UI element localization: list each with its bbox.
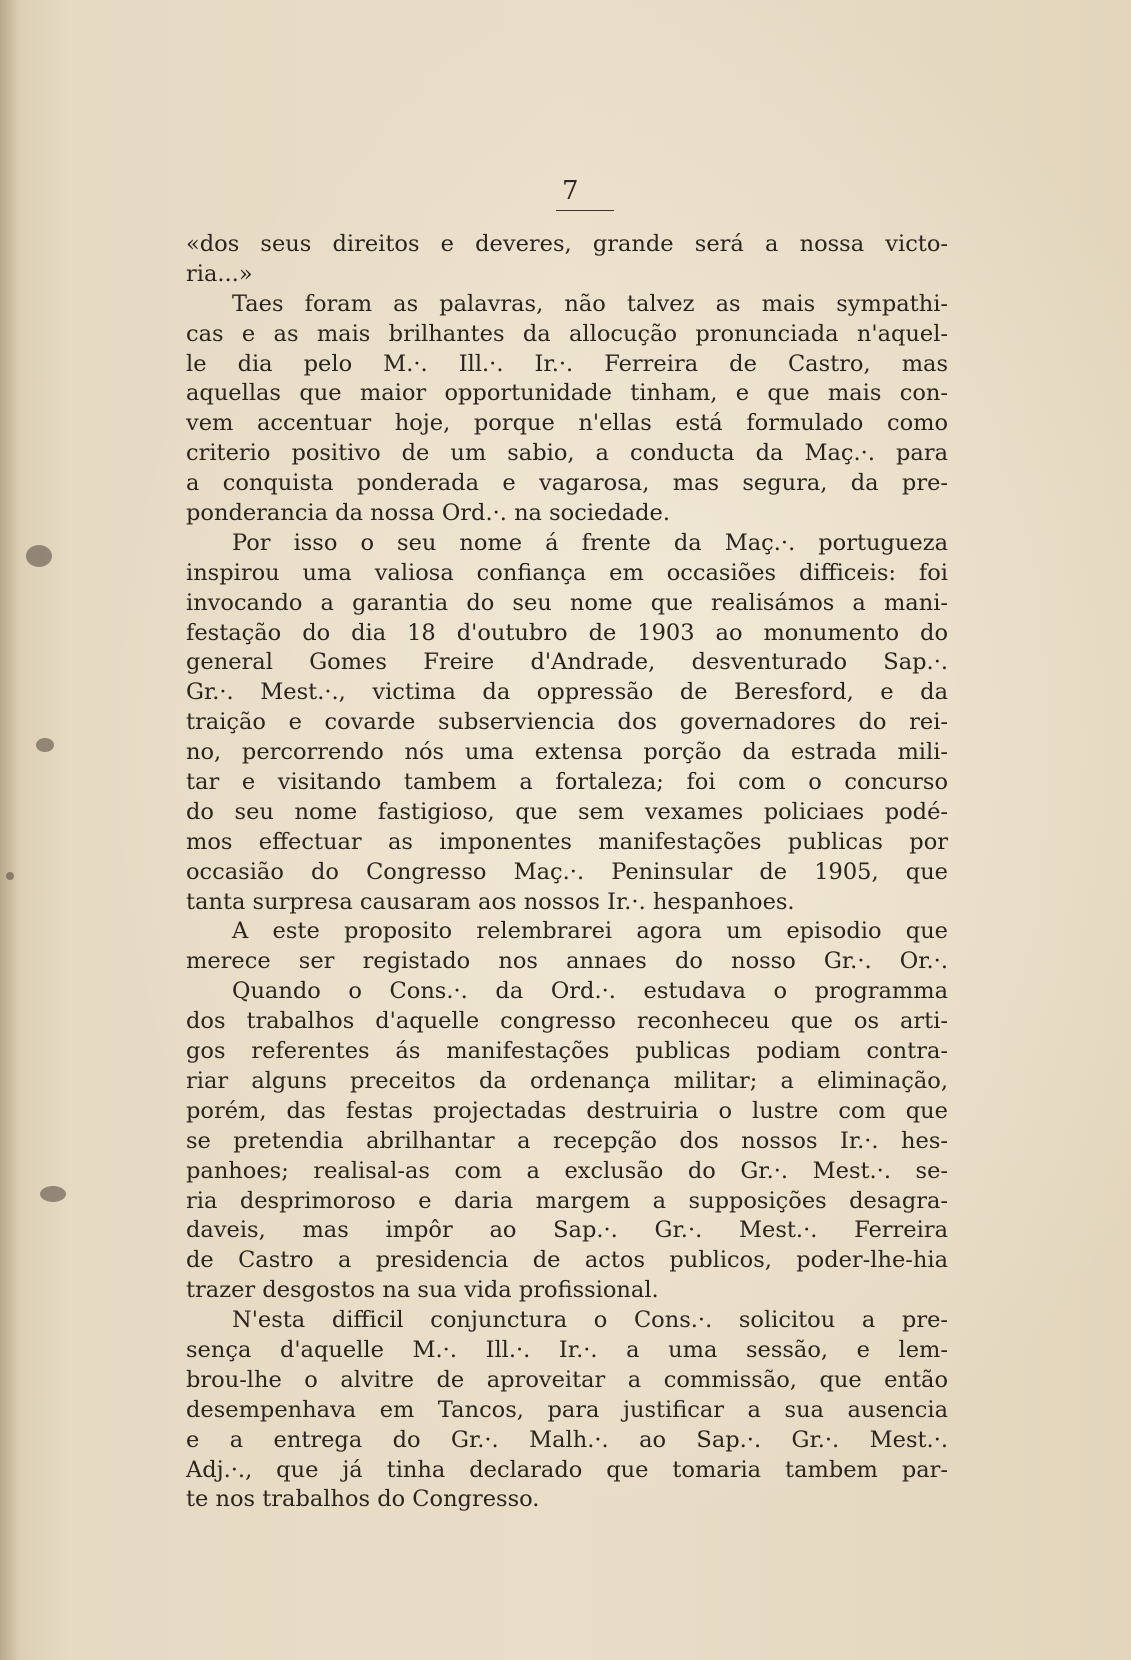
text-line: occasião do Congresso Maç.·. Peninsular de 1905, que xyxy=(186,858,948,885)
text-line: le dia pelo M.·. Ill.·. Ir.·. Ferreira de Castro, mas xyxy=(186,350,948,377)
text-line: se pretendia abrilhantar a recepção dos nossos Ir.·. hes- xyxy=(186,1127,948,1154)
ink-stain xyxy=(6,872,14,880)
text-line: riar alguns preceitos da ordenança militar; a eliminação, xyxy=(186,1067,948,1094)
text-line: aquellas que maior opportunidade tinham, e que mais con- xyxy=(186,380,948,407)
text-line: Quando o Cons.·. da Ord.·. estudava o programma xyxy=(232,978,948,1005)
text-line: tanta surpresa causaram aos nossos Ir.·. hespanhoes. xyxy=(186,888,795,915)
page-number: 7 xyxy=(562,176,580,206)
text-line: general Gomes Freire d'Andrade, desventurado Sap.·. xyxy=(186,649,948,676)
text-line: Taes foram as palavras, não talvez as mais sympathi- xyxy=(232,290,948,317)
text-line: te nos trabalhos do Congresso. xyxy=(186,1486,540,1513)
text-line: «dos seus direitos e deveres, grande será a nossa victo- xyxy=(186,231,948,257)
text-line: Gr.·. Mest.·., victima da oppressão de Beresford, e da xyxy=(186,679,948,706)
text-line: ria desprimoroso e daria margem a supposições desagra- xyxy=(186,1187,948,1214)
text-line: de Castro a presidencia de actos publicos, poder-lhe-hia xyxy=(186,1247,948,1274)
ink-stain xyxy=(40,1186,66,1202)
text-line: sença d'aquelle M.·. Ill.·. Ir.·. a uma sessão, e lem- xyxy=(186,1336,948,1363)
page-number-rule xyxy=(556,210,614,211)
text-line: Adj.·., que já tinha declarado que tomaria tambem par- xyxy=(186,1456,948,1483)
text-line: a conquista ponderada e vagarosa, mas segura, da pre- xyxy=(186,470,948,497)
text-line: desempenhava em Tancos, para justificar a sua ausencia xyxy=(186,1396,948,1423)
text-line: trazer desgostos na sua vida profissional. xyxy=(186,1277,659,1304)
text-line: panhoes; realisal-as com a exclusão do Gr.·. Mest.·. se- xyxy=(186,1157,948,1184)
text-line: mos effectuar as imponentes manifestações publicas por xyxy=(186,828,948,855)
text-line: dos trabalhos d'aquelle congresso reconheceu que os arti- xyxy=(186,1008,948,1035)
text-line: ria...» xyxy=(186,260,253,287)
text-line: invocando a garantia do seu nome que realisámos a mani- xyxy=(186,589,948,616)
ink-stain xyxy=(36,738,54,752)
text-line: daveis, mas impôr ao Sap.·. Gr.·. Mest.·. Ferreira xyxy=(186,1217,948,1244)
text-line: merece ser registado nos annaes do nosso Gr.·. Or.·. xyxy=(186,948,948,975)
text-line: brou-lhe o alvitre de aproveitar a commissão, que então xyxy=(186,1366,948,1393)
text-line: inspirou uma valiosa confiança em occasiões difficeis: foi xyxy=(186,559,948,586)
text-line: traição e covarde subserviencia dos governadores do rei- xyxy=(186,709,948,736)
text-line: N'esta difficil conjunctura o Cons.·. solicitou a pre- xyxy=(232,1307,948,1334)
text-line: cas e as mais brilhantes da allocução pronunciada n'aquel- xyxy=(186,320,948,347)
text-line: ponderancia da nossa Ord.·. na sociedade. xyxy=(186,500,671,527)
text-line: A este proposito relembrarei agora um episodio que xyxy=(232,918,948,945)
text-line: no, percorrendo nós uma extensa porção da estrada mili- xyxy=(186,739,948,766)
ink-stain xyxy=(26,545,52,567)
page-binding-edge xyxy=(0,0,18,1660)
text-line: festação do dia 18 d'outubro de 1903 ao monumento do xyxy=(186,619,948,646)
text-line: criterio positivo de um sabio, a conducta da Maç.·. para xyxy=(186,440,948,467)
text-line: gos referentes ás manifestações publicas podiam contra- xyxy=(186,1038,948,1065)
text-line: tar e visitando tambem a fortaleza; foi com o concurso xyxy=(186,769,948,796)
text-line: vem accentuar hoje, porque n'ellas está formulado como xyxy=(186,410,948,437)
body-text xyxy=(186,230,948,1515)
text-line: porém, das festas projectadas destruiria o lustre com que xyxy=(186,1097,948,1124)
text-line: Por isso o seu nome á frente da Maç.·. portugueza xyxy=(232,529,948,556)
text-line: e a entrega do Gr.·. Malh.·. ao Sap.·. Gr.·. Mest.·. xyxy=(186,1426,948,1453)
text-line: do seu nome fastigioso, que sem vexames policiaes podé- xyxy=(186,798,948,825)
